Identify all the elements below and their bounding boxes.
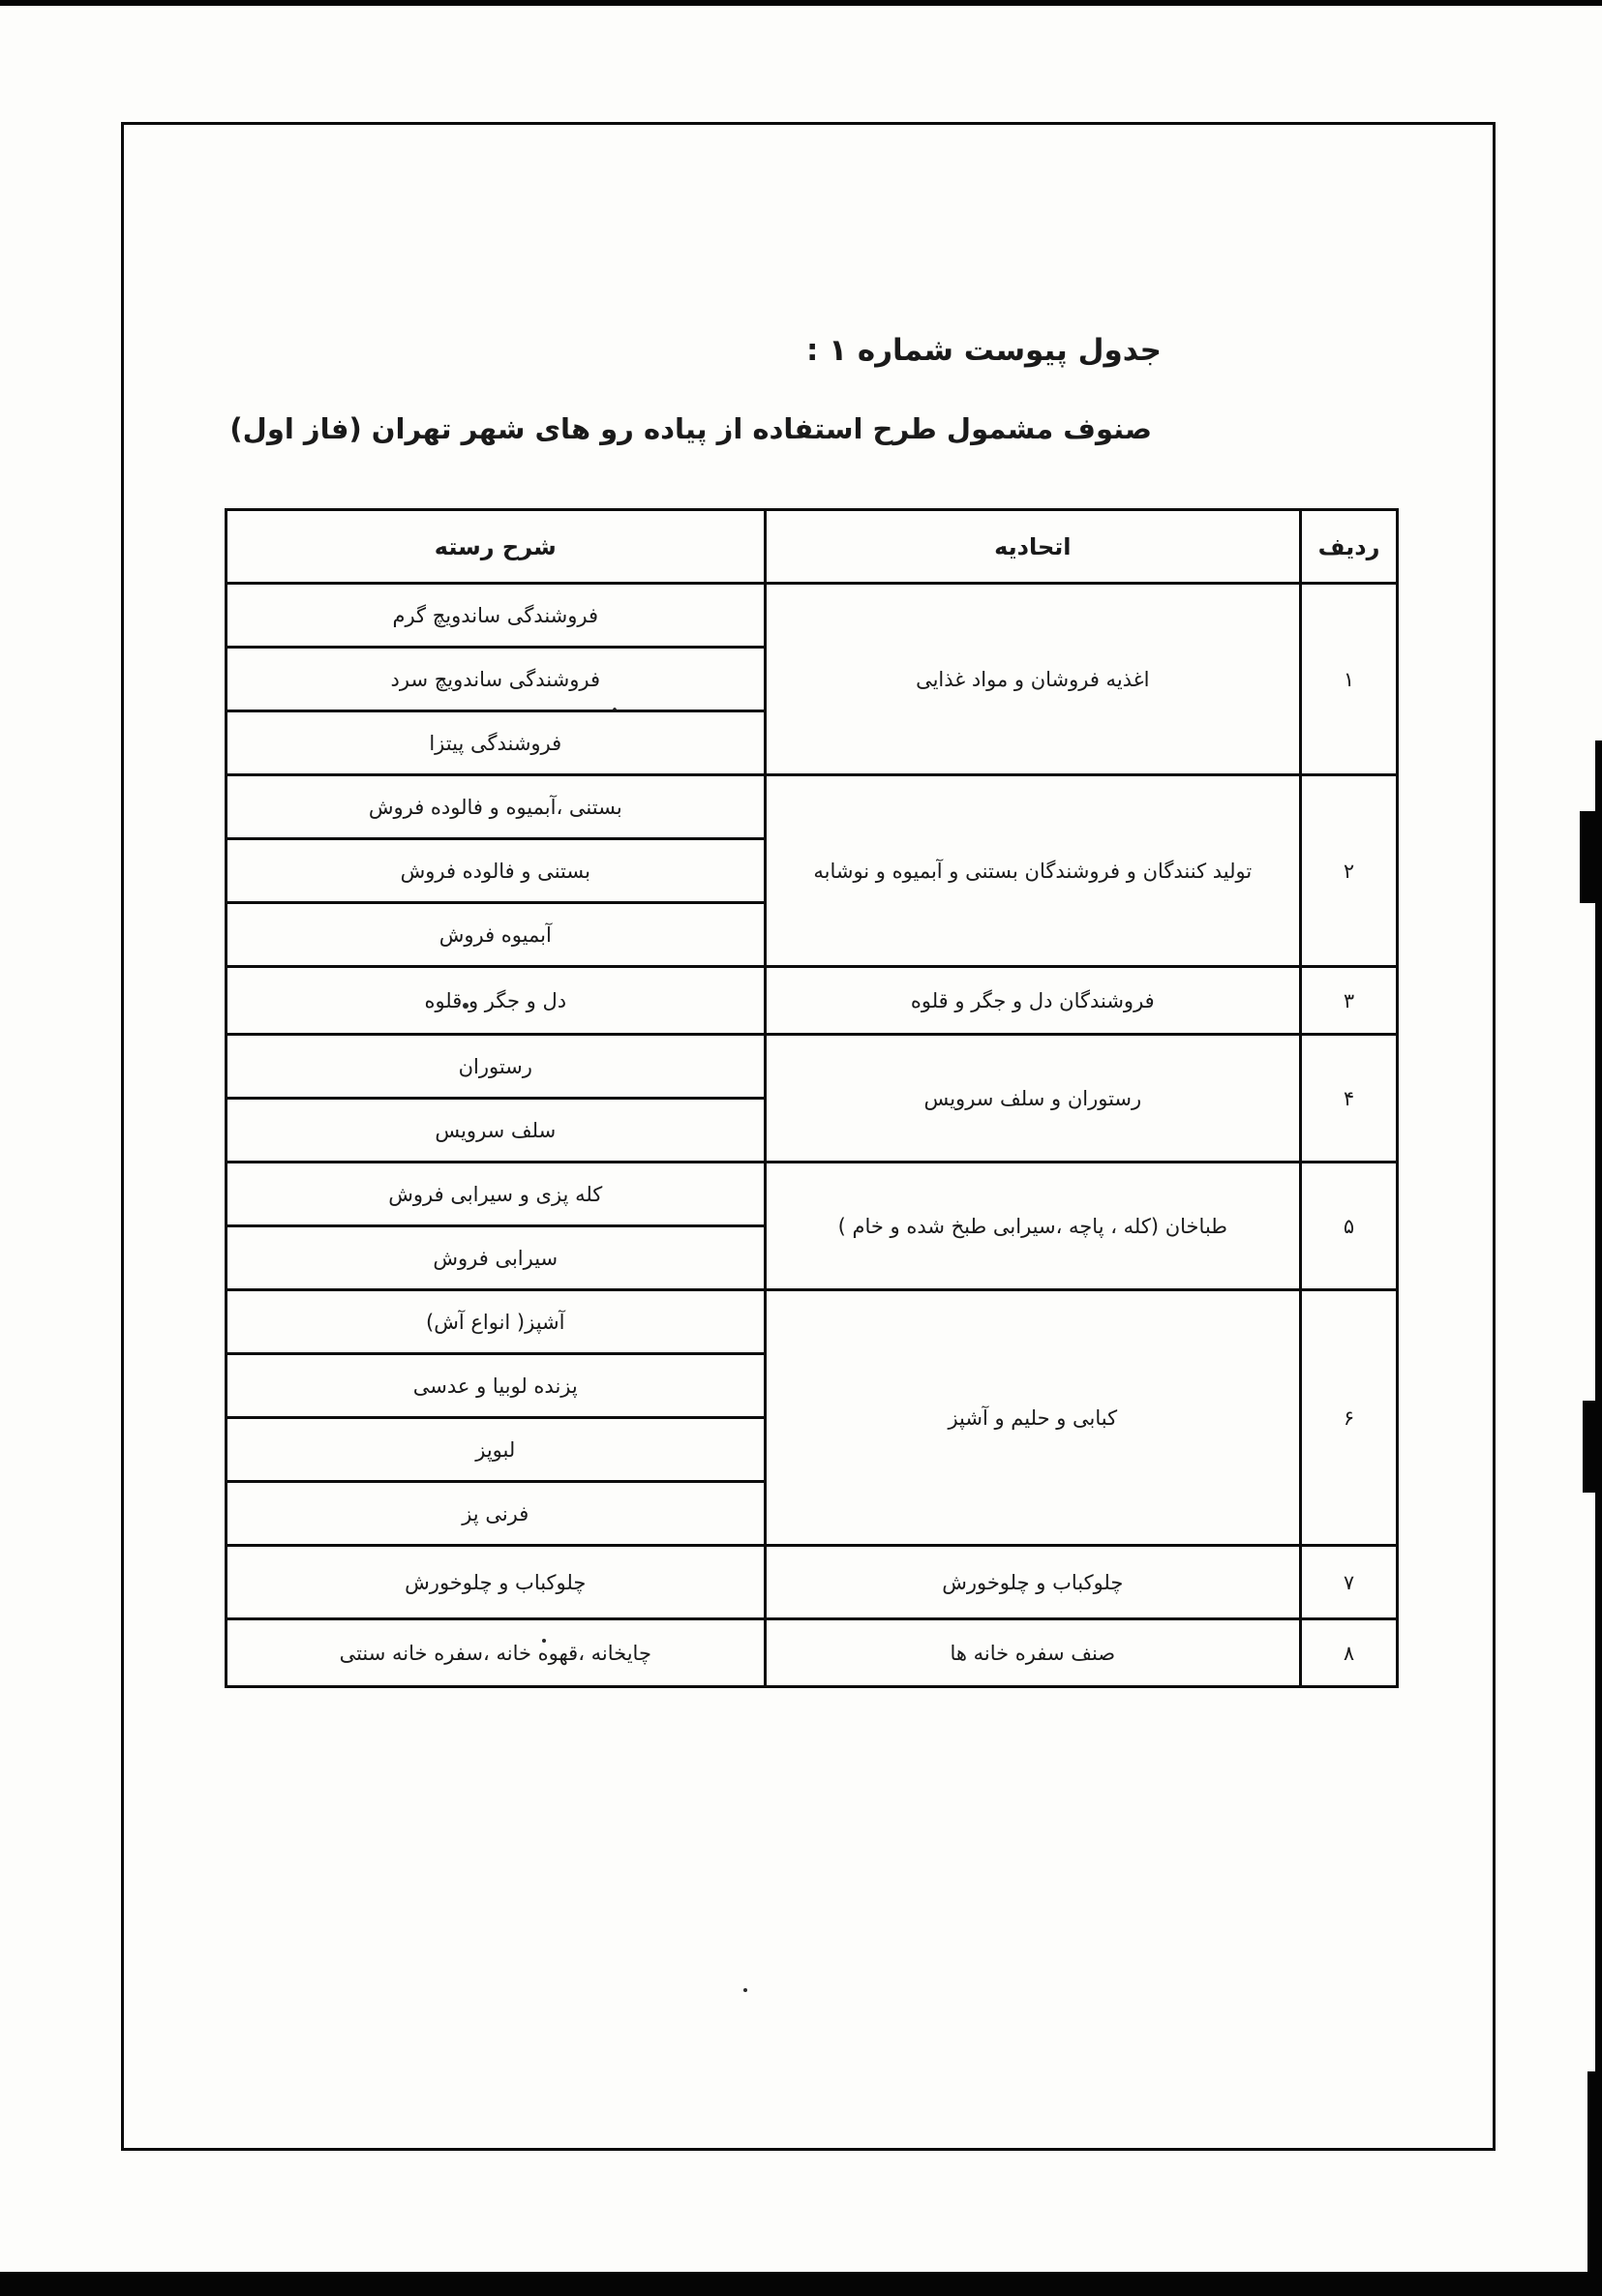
category-cell: رستوران <box>227 1035 766 1099</box>
row-number-cell: ۷ <box>1301 1546 1398 1619</box>
scan-artifact-right-blob <box>1583 1401 1602 1493</box>
table-row <box>227 1619 1398 1687</box>
category-cell: لبوپز <box>227 1418 766 1482</box>
union-cell: صنف سفره خانه ها <box>765 1619 1301 1687</box>
category-cell: چلوکباب و چلوخورش <box>227 1546 766 1619</box>
row-number-cell: ۱ <box>1301 584 1398 775</box>
row-number-cell: ۶ <box>1301 1290 1398 1546</box>
table-row <box>227 967 1398 1035</box>
table-row <box>227 775 1398 839</box>
union-cell: چلوکباب و چلوخورش <box>765 1546 1301 1619</box>
header-union: اتحادیه <box>765 510 1301 584</box>
row-number-cell: ۳ <box>1301 967 1398 1035</box>
table-row <box>227 1035 1398 1099</box>
category-cell: بستنی ،آبمیوه و فالوده فروش <box>227 775 766 839</box>
category-cell: فروشندگی ساندویچ سرد <box>227 648 766 711</box>
category-cell: فروشندگی ساندویچ گرم <box>227 584 766 648</box>
table-row <box>227 1163 1398 1226</box>
categories-table <box>225 508 1399 1688</box>
union-cell: کبابی و حلیم و آشپز <box>765 1290 1301 1546</box>
row-number-cell: ۲ <box>1301 775 1398 967</box>
scan-artifact-top-edge <box>0 0 1602 6</box>
row-number-cell: ۴ <box>1301 1035 1398 1163</box>
category-cell: فرنی پز <box>227 1482 766 1546</box>
union-cell: اغذیه فروشان و مواد غذایی <box>765 584 1301 775</box>
row-number-cell: ۸ <box>1301 1619 1398 1687</box>
table-row <box>227 584 1398 648</box>
category-cell: سیرابی فروش <box>227 1226 766 1290</box>
scan-artifact-right-blob <box>1580 811 1602 903</box>
row-number-cell: ۵ <box>1301 1163 1398 1290</box>
document-title: جدول پیوست شماره ۱ : <box>805 333 1162 368</box>
category-cell: فروشندگی پیتزا <box>227 711 766 775</box>
table-row <box>227 1290 1398 1354</box>
union-cell: فروشندگان دل و جگر و قلوه <box>765 967 1301 1035</box>
scan-artifact-right-bottom <box>1587 2071 1602 2296</box>
category-cell: دل و جگر و قلوه <box>227 967 766 1035</box>
category-cell: پزنده لوبیا و عدسی <box>227 1354 766 1418</box>
header-category: شرح رسته <box>227 510 766 584</box>
document-subtitle: صنوف مشمول طرح استفاده از پیاده رو های شهر تهران (فاز اول) <box>229 412 1152 445</box>
scan-artifact-right-edge <box>1595 740 1602 2296</box>
union-cell: رستوران و سلف سرویس <box>765 1035 1301 1163</box>
header-row-number: ردیف <box>1301 510 1398 584</box>
category-cell: آبمیوه فروش <box>227 903 766 967</box>
union-cell: تولید کنندگان و فروشندگان بستنی و آبمیوه و نوشابه <box>765 775 1301 967</box>
union-cell: طباخان (کله ، پاچه ،سیرابی طبخ شده و خام ) <box>765 1163 1301 1290</box>
table-header-row <box>227 510 1398 584</box>
category-cell: آشپز( انواع آش) <box>227 1290 766 1354</box>
category-cell: بستنی و فالوده فروش <box>227 839 766 903</box>
table-row <box>227 1546 1398 1619</box>
category-cell: سلف سرویس <box>227 1099 766 1163</box>
scan-artifact-bottom-edge <box>0 2272 1602 2296</box>
category-cell: چایخانه ،قهوه خانه ،سفره خانه سنتی <box>227 1619 766 1687</box>
category-cell: کله پزی و سیرابی فروش <box>227 1163 766 1226</box>
